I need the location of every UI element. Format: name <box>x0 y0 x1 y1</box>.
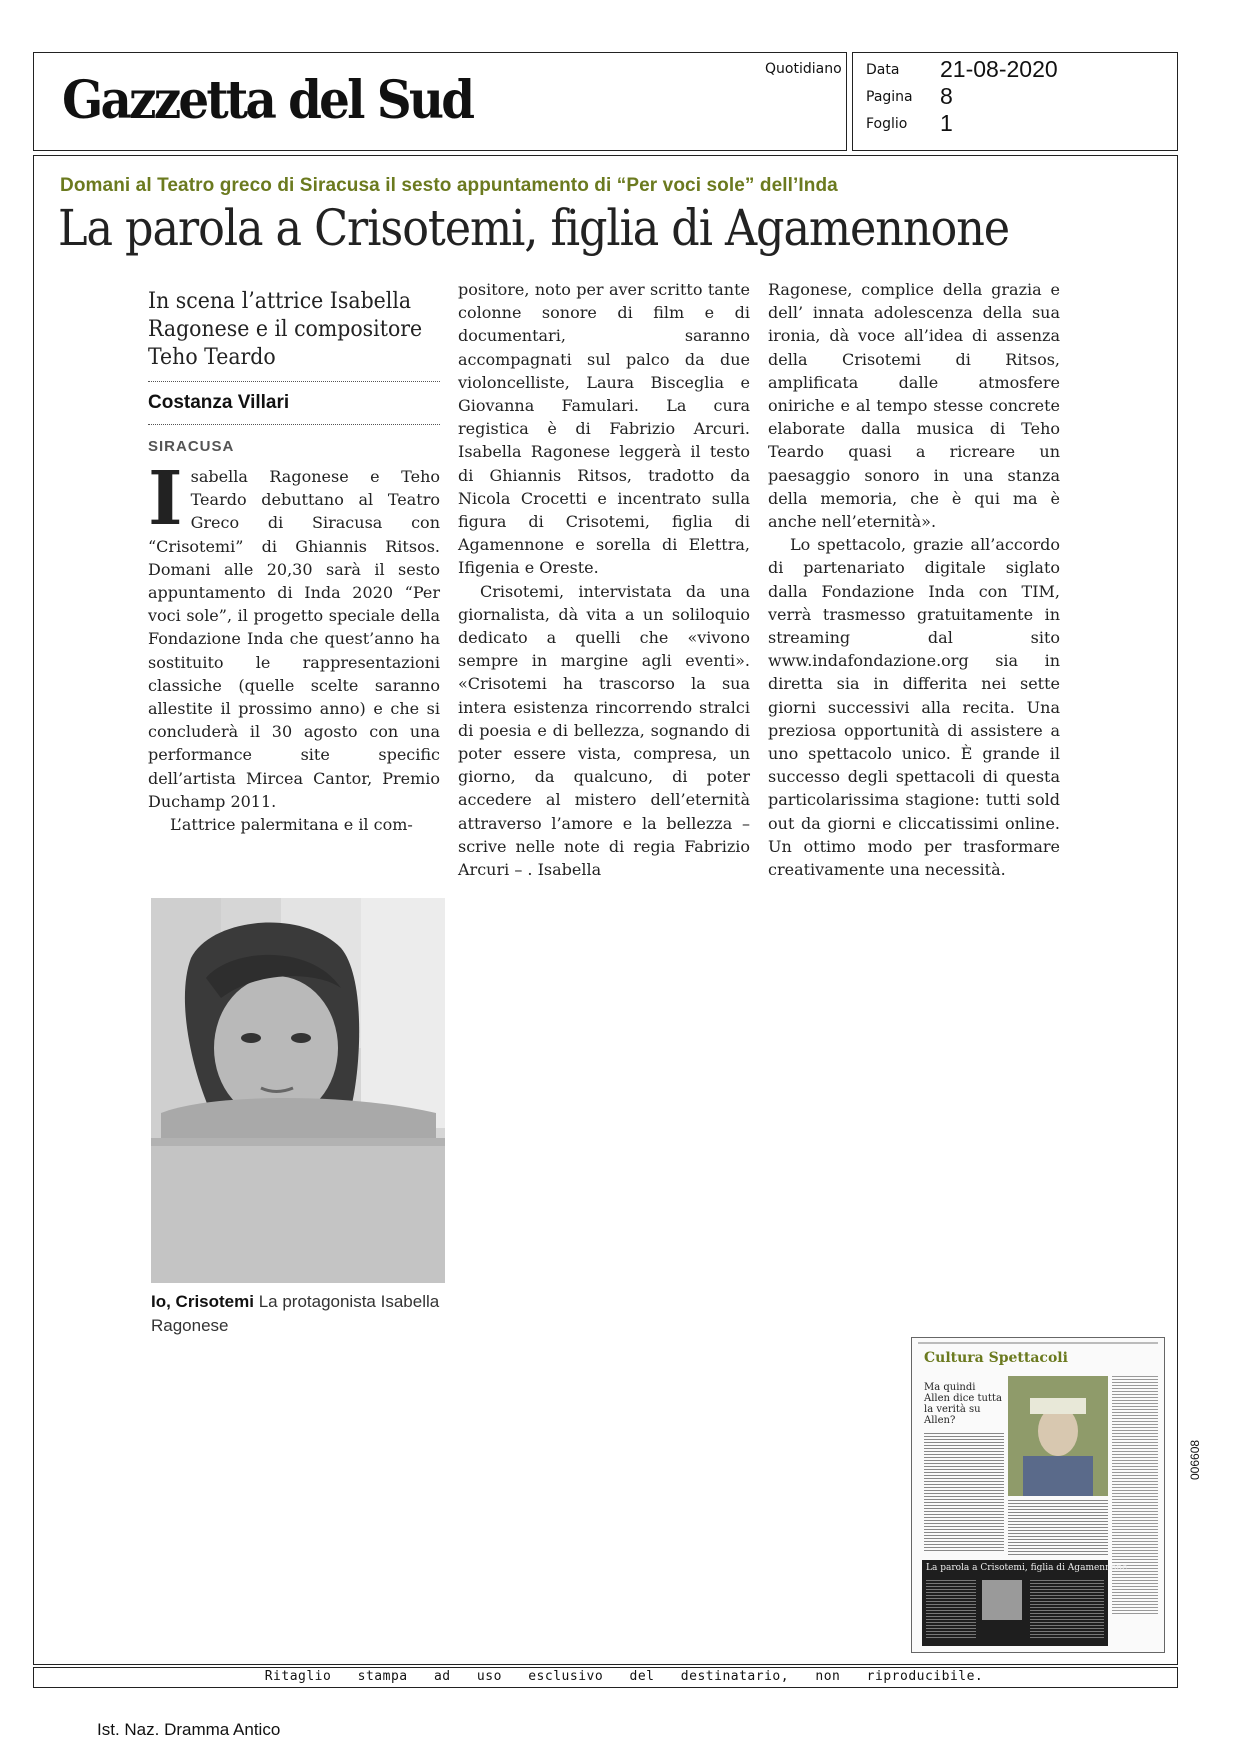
thumb-rule <box>918 1342 1158 1344</box>
sheet-value: 1 <box>940 110 953 136</box>
paragraph: positore, noto per aver scritto tante colonne sonore di film e di documentari, saranno accompagnati sul palco da due violoncelliste, Laura Bisceglia e Giovanna Famulari. La cura registica è di Fabrizio Arcuri. Isabella Ragonese leggerà il testo di Ghiannis Ritsos, tradotto da Nicola Crocetti e incentrato sulla figura di Crisotemi, figlia di Agamennone e sorella di Elettra, Ifigenia e Oreste. <box>458 280 750 578</box>
thumb-bottom-headline: La parola a Crisotemi, figlia di Agamennone <box>926 1563 1128 1573</box>
page-label: Pagina <box>866 89 913 105</box>
divider <box>148 381 440 382</box>
article-photo <box>151 898 445 1283</box>
article-kicker: Domani al Teatro greco di Siracusa il sesto appuntamento di “Per voci sole” dell’Inda <box>60 175 838 196</box>
paragraph: Crisotemi, intervistata da una giornalista, dà vita a un soliloquio dedicato a quelli che «vivono sempre in margine agli eventi». «Crisotemi ha trascorso la sua intera esistenza rincorrendo stralci di poesia e di bellezza, sognando di poter essere vista, compresa, un giorno, da qualcuno, di poter accedere al mistero dell’eternità attraverso l’amore e la bellezza – scrive nelle note di regia Fabrizio Arcuri – . Isabella <box>458 581 750 880</box>
thumb-text-block <box>1112 1376 1158 1616</box>
article-column-2 <box>458 278 750 881</box>
paragraph: Ragonese, complice della grazia e dell’ innata adolescenza della sua ironia, dà voce all’idea di assenza della Crisotemi di Ritsos, amplificata dalle atmosfere oniriche e al tempo stesse concrete elaborate dalla musica di Teho Teardo quasi a ricreare un paesaggio sonoro in una stanza della memoria, che è qui ma è anche nell’eternità». <box>768 280 1060 532</box>
date-value: 21-08-2020 <box>940 56 1058 82</box>
newspaper-logo: Gazzetta del Sud <box>62 70 473 131</box>
clipping-code: 006608 <box>1188 1439 1202 1480</box>
photo-caption <box>151 1290 451 1338</box>
publication-type: Quotidiano <box>765 61 842 77</box>
paragraph: L’attrice palermitana e il com- <box>170 815 413 835</box>
page-thumbnail <box>911 1337 1165 1653</box>
page-value: 8 <box>940 83 953 109</box>
organization-name: Ist. Naz. Dramma Antico <box>97 1720 281 1739</box>
sheet-label: Foglio <box>866 116 908 132</box>
paragraph: Lo spettacolo, grazie all’accordo di partenariato digitale siglato dalla Fondazione Inda con TIM, verrà trasmesso gratuitamente in streaming dal sito www.indafondazione.org sia in diretta sia in differita nei sette giorni successivi alla recita. Una preziosa opportunità di assistere a uno spettacolo unico. È grande il successo degli spettacoli di questa particolarissima stagione: tutti sold out da giorni e cliccatissimi online. Un ottimo modo per trasformare creativamente una necessità. <box>768 535 1060 880</box>
article-author: Costanza Villari <box>148 392 290 413</box>
article-dateline: SIRACUSA <box>148 438 235 455</box>
article-headline: La parola a Crisotemi, figlia di Agamennone <box>58 199 1010 257</box>
drop-cap: I <box>148 456 183 542</box>
thumb-dark-block <box>922 1560 1128 1646</box>
portrait-illustration <box>151 898 445 1283</box>
divider <box>148 424 440 425</box>
thumb-lead-title: Ma quindi Allen dice tutta la verità su Allen? <box>924 1382 1002 1426</box>
article-column-3 <box>768 278 1060 881</box>
article-column-1 <box>148 456 440 836</box>
thumb-text-block <box>924 1433 1004 1553</box>
date-label: Data <box>866 62 900 78</box>
footer-notice: Ritaglio stampa ad uso esclusivo del destinatario, non riproducibile. <box>264 1669 984 1684</box>
thumb-text-block <box>1008 1500 1108 1555</box>
caption-title: Io, Crisotemi <box>151 1292 254 1311</box>
article-subhead: In scena l’attrice Isabella Ragonese e il compositore Teho Teardo <box>148 289 423 370</box>
paragraph: sabella Ragonese e Teho Teardo debuttano al Teatro Greco di Siracusa con “Crisotemi” di Ghiannis Ritsos. Domani alle 20,30 sarà il sesto appuntamento di Inda 2020 “Per voci sole”, il progetto speciale della Fondazione Inda che quest’anno ha sostituito le rappresentazioni classiche (quelle scelte saranno allestite il prossimo anno) e che si concluderà il 30 agosto con una performance site specific dell’artista Mircea Cantor, Premio Duchamp 2011. <box>148 467 440 811</box>
thumb-section-title: Cultura Spettacoli <box>924 1350 1068 1366</box>
caption-text: La protagonista Isabella Ragonese <box>151 1292 440 1335</box>
thumb-photo <box>1008 1376 1108 1496</box>
